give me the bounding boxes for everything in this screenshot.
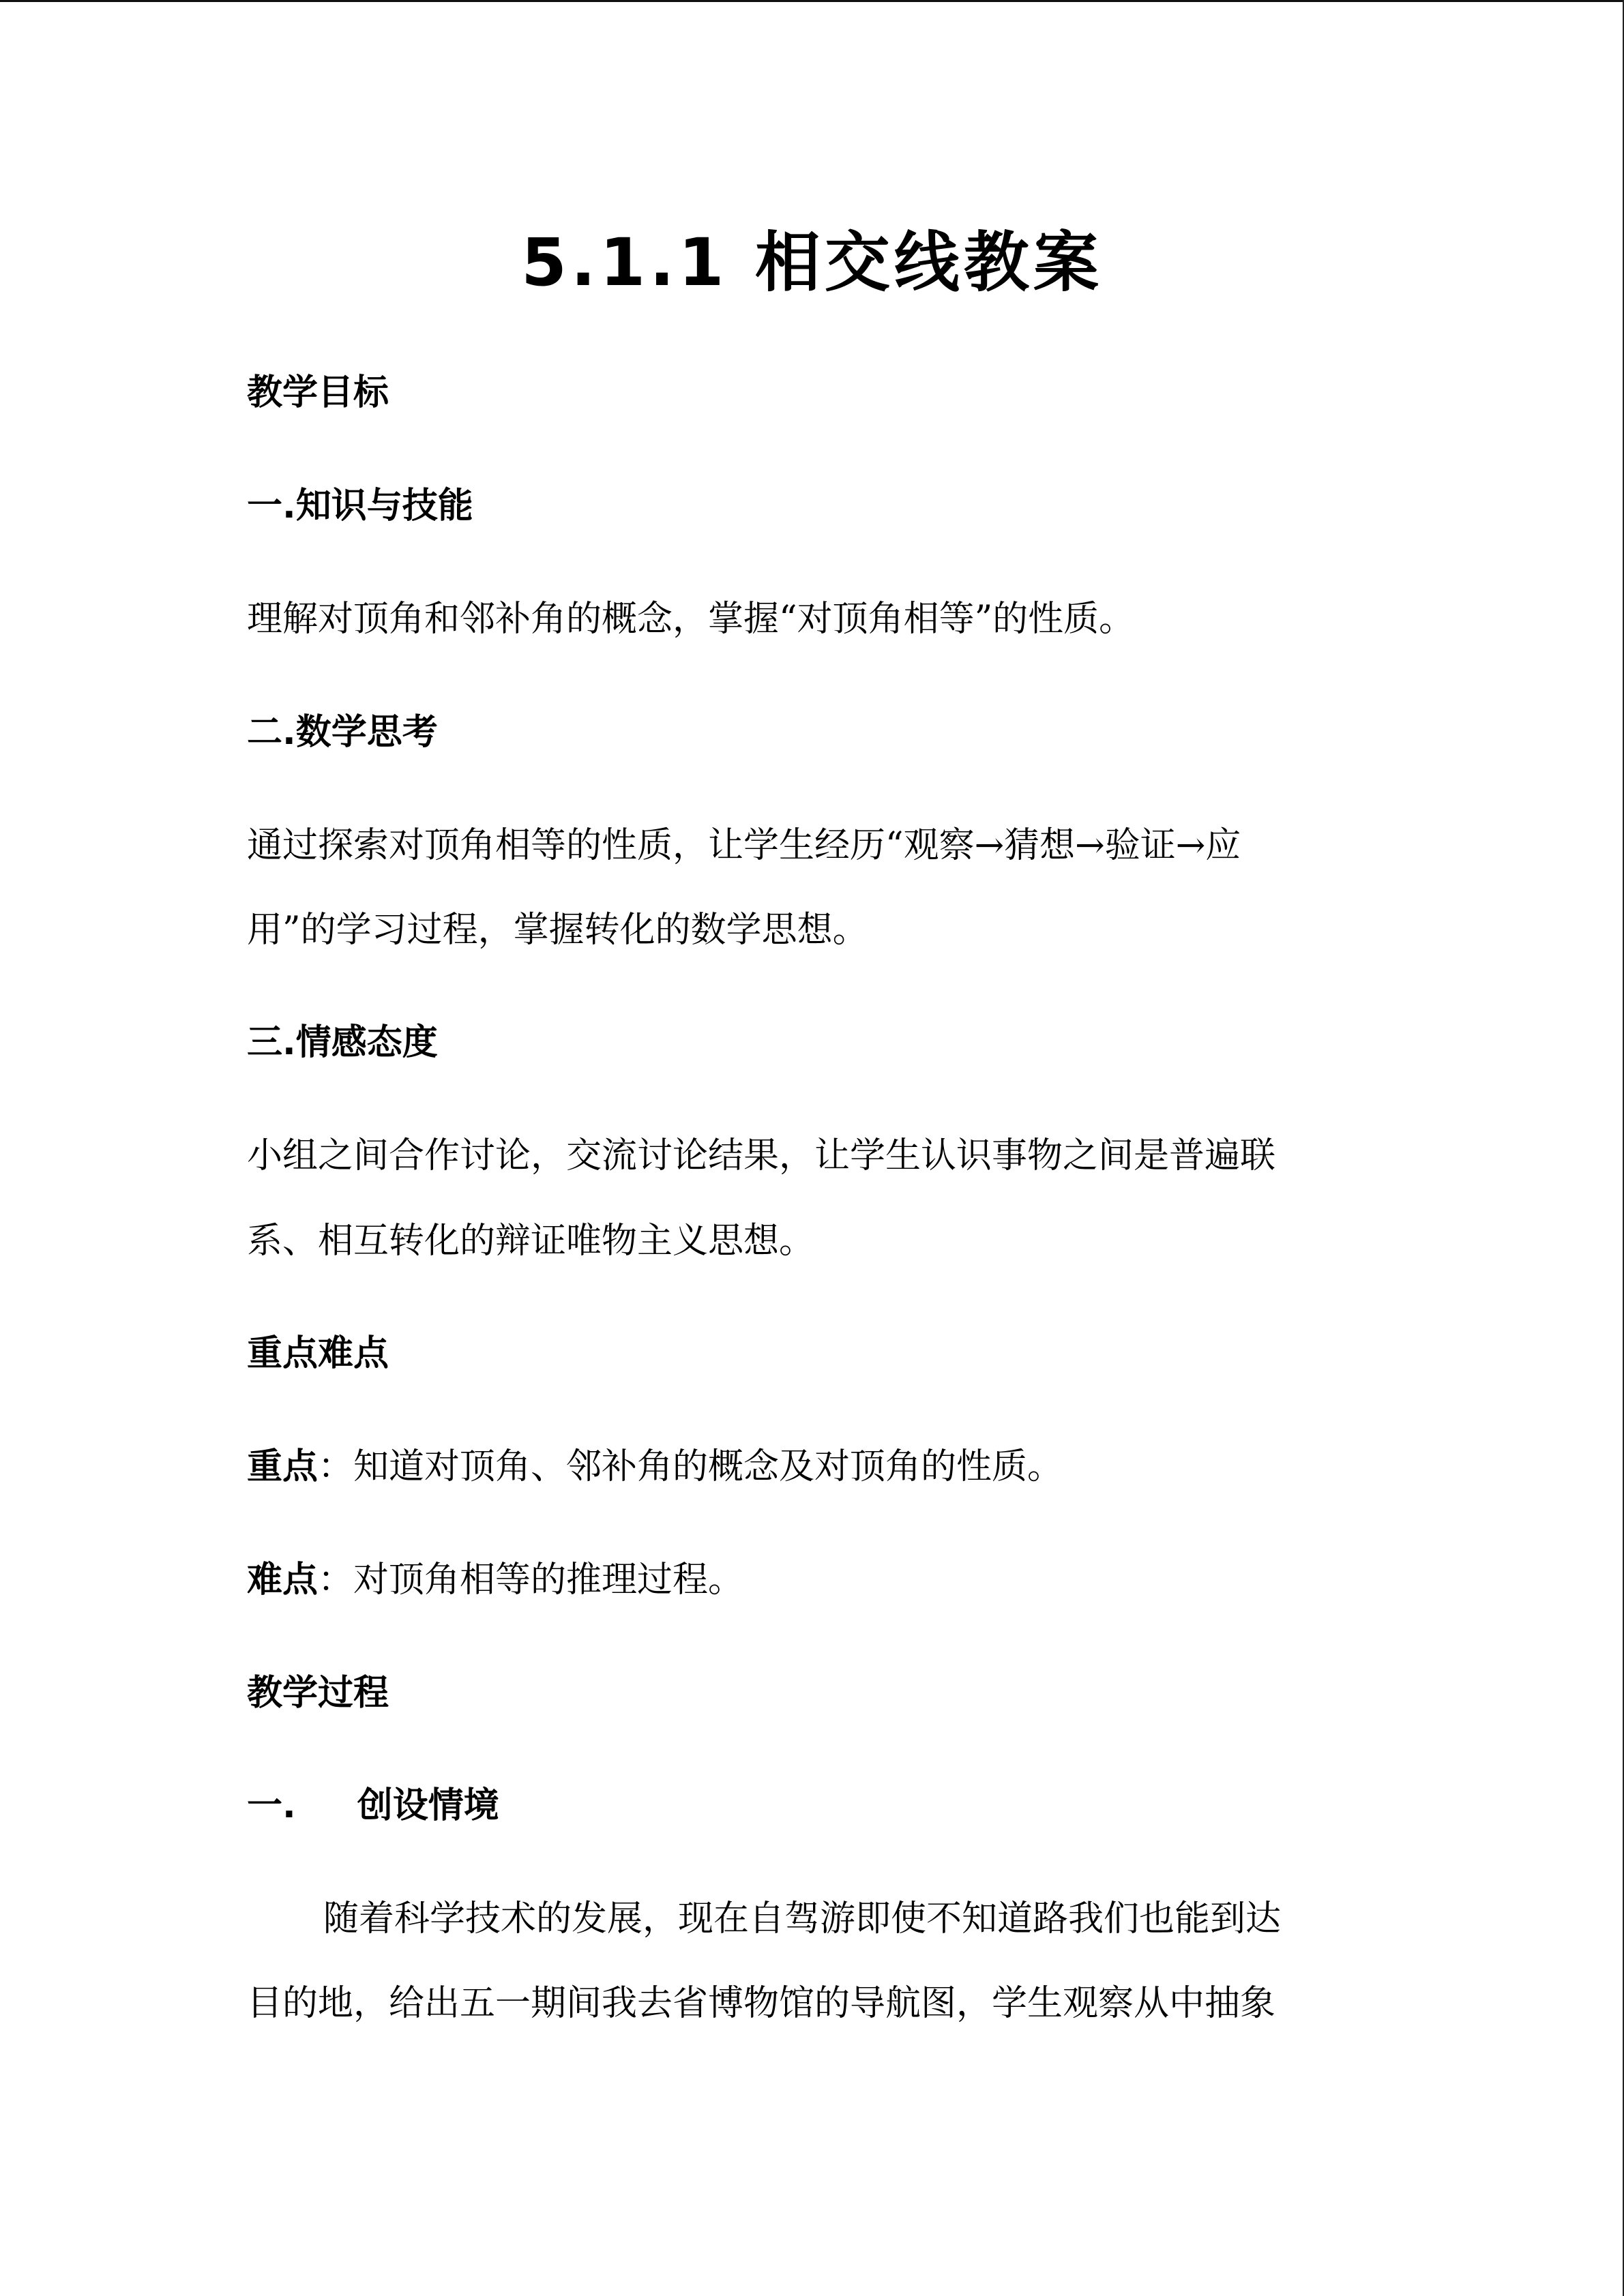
process-text-line-1 — [247, 1895, 1365, 1943]
key-point-label: 重点 — [247, 1446, 319, 1487]
goal-text-math-thinking-line-1: 通过探索对顶角相等的性质，让学生经历“观察→猜想→验证→应 — [247, 825, 1241, 866]
difficult-point-text: 对顶角相等的推理过程。 — [353, 1560, 744, 1600]
goal-heading-emotion-attitude — [247, 1019, 1365, 1067]
goal-number: 三. — [247, 1022, 296, 1063]
goal-text-emotion-attitude-line-2: 系、相互转化的辩证唯物主义思想。 — [247, 1221, 815, 1262]
goal-label: 情感态度 — [295, 1022, 438, 1063]
goal-number: 二. — [247, 712, 296, 753]
section-heading-key-difficult-points: 重点难点 — [247, 1333, 389, 1374]
goal-heading-math-thinking — [247, 709, 1365, 756]
goal-text-knowledge-skills: 理解对顶角和邻补角的概念，掌握“对顶角相等”的性质。 — [247, 599, 1135, 640]
section-heading-teaching-goals: 教学目标 — [247, 372, 389, 413]
difficult-point-label: 难点 — [247, 1560, 319, 1600]
goal-label: 知识与技能 — [295, 486, 473, 526]
process-heading-create-context — [247, 1782, 1365, 1830]
page-top-border — [0, 0, 1624, 2]
document-title: 5.1.1 相交线教案 — [521, 224, 1103, 301]
process-text-line-1-content: 随着科学技术的发展，现在自驾游即使不知道路我们也能到达 — [323, 1898, 1282, 1939]
difficult-point-separator: ： — [318, 1560, 354, 1600]
process-label: 创设情境 — [357, 1785, 499, 1826]
key-point-text: 知道对顶角、邻补角的概念及对顶角的性质。 — [353, 1446, 1063, 1487]
process-number: 一. — [247, 1785, 296, 1826]
goal-text-math-thinking-line-2: 用”的学习过程，掌握转化的数学思想。 — [247, 910, 868, 951]
section-heading-teaching-process: 教学过程 — [247, 1673, 389, 1714]
goal-heading-knowledge-skills — [247, 482, 1365, 530]
difficult-point-line — [247, 1556, 1365, 1604]
key-point-separator: ： — [318, 1446, 354, 1487]
goal-number: 一. — [247, 486, 296, 526]
key-point-line — [247, 1443, 1365, 1491]
process-text-line-2: 目的地，给出五一期间我去省博物馆的导航图，学生观察从中抽象 — [247, 1983, 1276, 2024]
goal-label: 数学思考 — [295, 712, 438, 753]
goal-text-emotion-attitude-line-1: 小组之间合作讨论，交流讨论结果，让学生认识事物之间是普遍联 — [247, 1135, 1276, 1176]
